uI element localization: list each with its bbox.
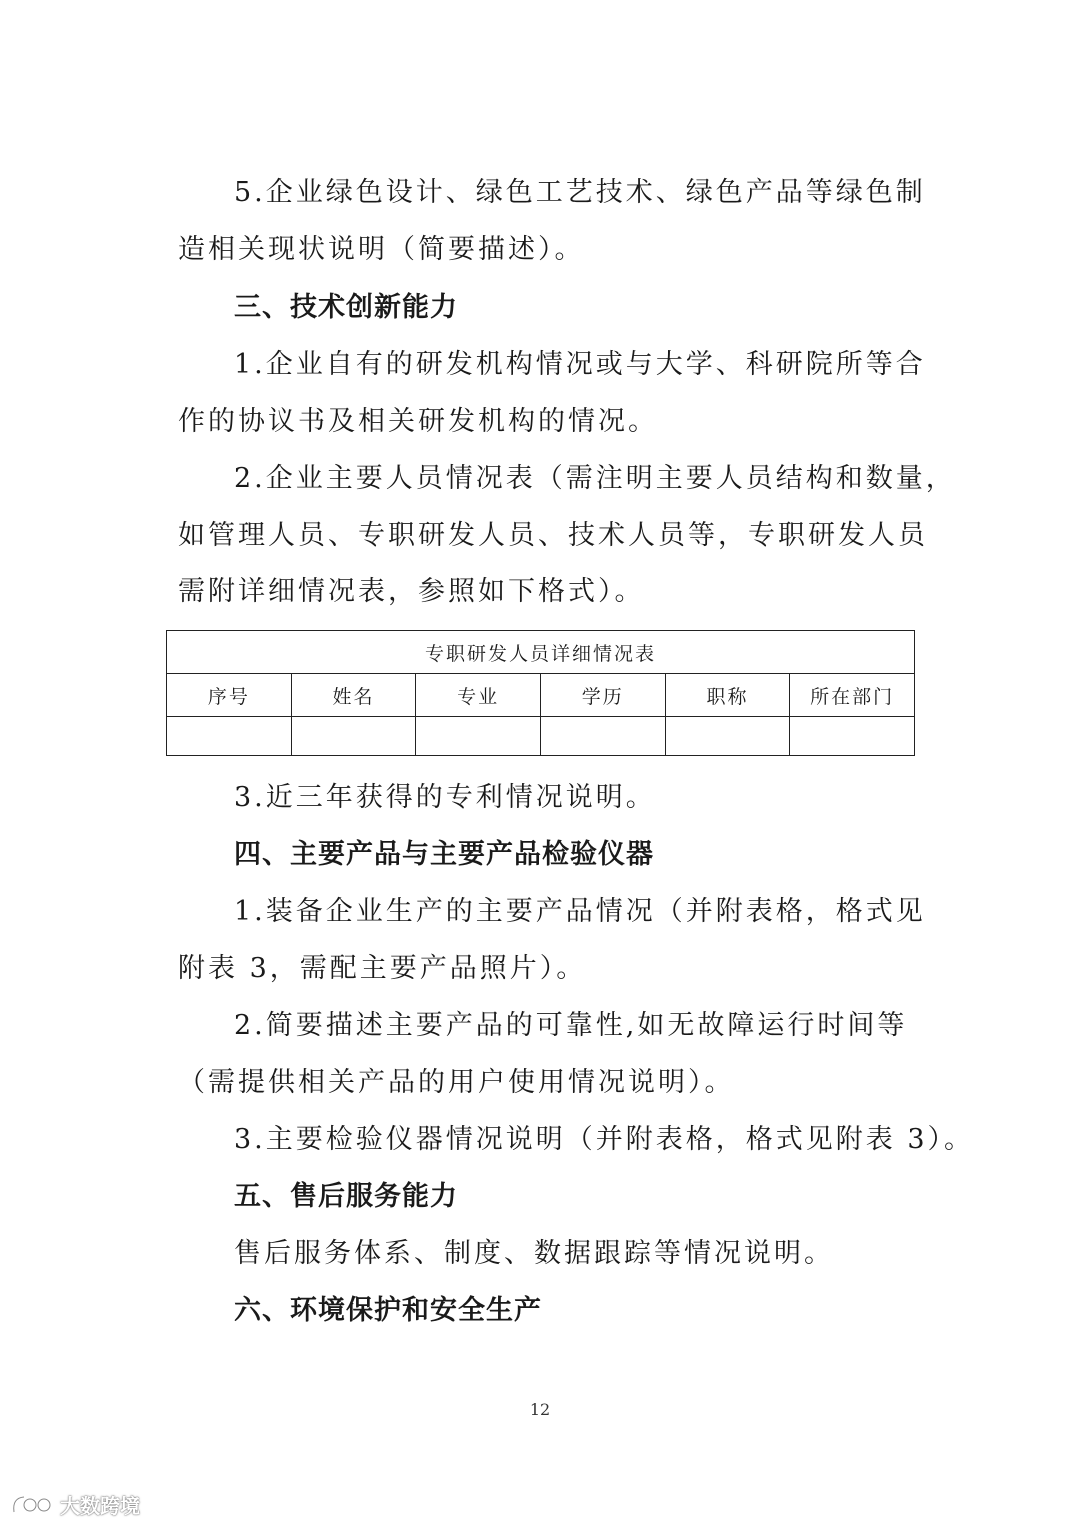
- paragraph-line: 2.简要描述主要产品的可靠性,如无故障运行时间等: [234, 1010, 908, 1041]
- table-cell: [167, 717, 292, 756]
- paragraph-line: 售后服务体系、制度、数据跟踪等情况说明。: [234, 1238, 834, 1269]
- table-caption: 专职研发人员详细情况表: [167, 631, 915, 674]
- paragraph-line: 作的协议书及相关研发机构的情况。: [178, 406, 658, 437]
- watermark-text: 大数跨境: [60, 1494, 140, 1518]
- column-header: 姓名: [291, 674, 416, 717]
- table-cell: [416, 717, 541, 756]
- table-row: [167, 717, 915, 756]
- section-heading: 四、主要产品与主要产品检验仪器: [234, 839, 654, 870]
- paragraph-line: 5.企业绿色设计、绿色工艺技术、绿色产品等绿色制: [234, 177, 926, 208]
- section-heading: 五、售后服务能力: [234, 1181, 458, 1212]
- paragraph-line: 造相关现状说明（简要描述）。: [178, 234, 585, 265]
- paragraph-line: 3.近三年获得的专利情况说明。: [234, 782, 656, 813]
- watermark: [10, 1490, 140, 1519]
- paragraph-line: 需附详细情况表，参照如下格式）。: [178, 576, 645, 607]
- column-header: 专业: [416, 674, 541, 717]
- paragraph-line: （需提供相关产品的用户使用情况说明）。: [178, 1067, 735, 1098]
- section-heading: 三、技术创新能力: [234, 292, 458, 323]
- column-header: 序号: [167, 674, 292, 717]
- table-cell: [665, 717, 790, 756]
- logo-icon: [10, 1492, 54, 1518]
- paragraph-line: 1.企业自有的研发机构情况或与大学、科研院所等合: [234, 349, 926, 380]
- table-cell: [540, 717, 665, 756]
- column-header: 所在部门: [790, 674, 915, 717]
- section-heading: 六、环境保护和安全生产: [234, 1295, 542, 1326]
- paragraph-line: 2.企业主要人员情况表（需注明主要人员结构和数量，: [234, 463, 956, 494]
- paragraph-line: 如管理人员、专职研发人员、技术人员等，专职研发人员: [178, 520, 928, 551]
- table-cell: [790, 717, 915, 756]
- table-cell: [291, 717, 416, 756]
- staff-table: [166, 630, 915, 756]
- paragraph-line: 附表 3，需配主要产品照片）。: [178, 953, 587, 984]
- column-header: 学历: [540, 674, 665, 717]
- column-header: 职称: [665, 674, 790, 717]
- page-number: 12: [529, 1400, 551, 1419]
- paragraph-line: 1.装备企业生产的主要产品情况（并附表格，格式见: [234, 896, 926, 927]
- paragraph-line: 3.主要检验仪器情况说明（并附表格，格式见附表 3）。: [234, 1124, 975, 1155]
